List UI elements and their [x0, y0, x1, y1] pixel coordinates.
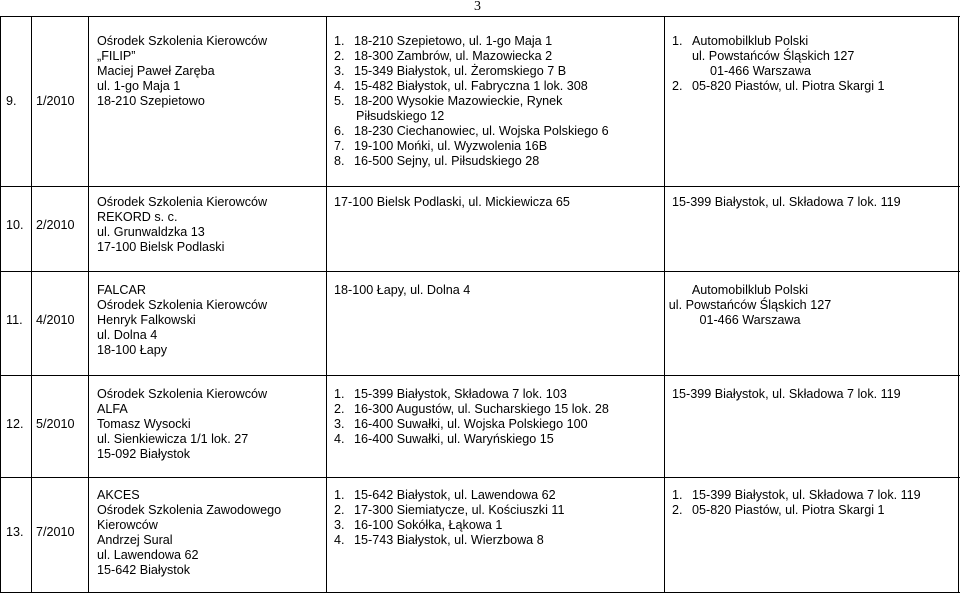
list-item	[334, 49, 654, 64]
organizer-cell	[672, 488, 957, 518]
item-text: 19-100 Mońki, ul. Wyzwolenia 16B	[354, 139, 548, 153]
table-border-top	[0, 16, 960, 17]
item-text: 17-300 Siemiatycze, ul. Kościuszki 11	[354, 503, 565, 517]
name-line: Henryk Falkowski	[97, 313, 196, 327]
item-text: 05-820 Piastów, ul. Piotra Skargi 1	[692, 503, 885, 517]
item-number: 4.	[334, 79, 345, 93]
list-item	[672, 34, 957, 79]
item-number: 1.	[672, 488, 683, 502]
name-line: ALFA	[97, 402, 128, 416]
name-line: ul. Lawendowa 62	[97, 548, 199, 562]
list-item	[672, 503, 957, 518]
row-number: 9.	[6, 94, 17, 108]
item-text: 16-300 Augustów, ul. Sucharskiego 15 lok. 28	[354, 402, 609, 416]
name-line: Ośrodek Szkolenia Kierowców	[97, 195, 268, 209]
registration-number: 2/2010	[36, 218, 75, 232]
item-text: 05-820 Piastów, ul. Piotra Skargi 1	[692, 79, 885, 93]
item-text: 15-399 Białystok, ul. Składowa 7 lok. 119	[692, 488, 921, 502]
item-text-line: 01-466 Warszawa	[710, 64, 812, 78]
row-number: 13.	[6, 525, 24, 539]
item-number: 8.	[334, 154, 345, 168]
name-line: Ośrodek Szkolenia Kierowców	[97, 298, 268, 312]
item-text: 16-500 Sejny, ul. Piłsudskiego 28	[354, 154, 540, 168]
name-line: ul. Dolna 4	[97, 328, 158, 342]
row-divider	[0, 477, 960, 478]
item-number: 2.	[334, 503, 345, 517]
list-item	[334, 64, 654, 79]
column-divider	[958, 16, 959, 593]
row-number: 12.	[6, 417, 24, 431]
list-item	[334, 79, 654, 94]
name-line: 18-100 Łapy	[97, 343, 168, 357]
name-line: 15-092 Białystok	[97, 447, 191, 461]
organizer-cell	[672, 34, 957, 94]
list-item	[334, 94, 654, 124]
name-line: FALCAR	[97, 283, 146, 297]
list-item	[334, 139, 654, 154]
training-places-cell	[334, 195, 654, 210]
item-number: 4.	[334, 533, 345, 547]
list-item	[334, 154, 654, 169]
name-line: AKCES	[97, 488, 140, 502]
name-line: ul. 1-go Maja 1	[97, 79, 181, 93]
item-number: 7.	[334, 139, 345, 153]
school-name-cell	[97, 387, 317, 462]
school-name-cell	[97, 488, 317, 578]
item-number: 3.	[334, 64, 345, 78]
item-number: 1.	[672, 34, 683, 48]
organizer-line: Automobilklub Polski	[691, 283, 809, 297]
place-text: 18-100 Łapy, ul. Dolna 4	[334, 283, 471, 297]
list-item	[334, 533, 654, 548]
list-item	[334, 387, 654, 402]
name-line: 18-210 Szepietowo	[97, 94, 205, 108]
list-item	[334, 417, 654, 432]
registration-number: 1/2010	[36, 94, 75, 108]
school-name-cell	[97, 283, 317, 358]
row-number: 10.	[6, 218, 24, 232]
item-text: 18-210 Szepietowo, ul. 1-go Maja 1	[354, 34, 553, 48]
item-text: 15-642 Białystok, ul. Lawendowa 62	[354, 488, 556, 502]
organizer-text: 15-399 Białystok, ul. Składowa 7 lok. 119	[672, 195, 901, 209]
name-line: Ośrodek Szkolenia Kierowców	[97, 387, 268, 401]
training-places-cell	[334, 488, 654, 548]
item-text: 16-400 Suwałki, ul. Waryńskiego 15	[354, 432, 554, 446]
list-item	[334, 124, 654, 139]
item-text: 15-743 Białystok, ul. Wierzbowa 8	[354, 533, 544, 547]
row-number: 11.	[6, 313, 23, 327]
item-text: 16-100 Sokółka, Łąkowa 1	[354, 518, 503, 532]
list-item	[672, 488, 957, 503]
list-item	[334, 34, 654, 49]
list-item	[334, 432, 654, 447]
name-line: 17-100 Bielsk Podlaski	[97, 240, 225, 254]
item-text: 15-482 Białystok, ul. Fabryczna 1 lok. 308	[354, 79, 588, 93]
name-line: 15-642 Białystok	[97, 563, 191, 577]
item-text: 15-349 Białystok, ul. Żeromskiego 7 B	[354, 64, 567, 78]
page-number: 3	[474, 0, 481, 14]
row-divider	[0, 375, 960, 376]
name-line: Kierowców	[97, 518, 158, 532]
list-item	[334, 488, 654, 503]
organizer-cell	[672, 195, 957, 210]
item-text: 18-230 Ciechanowiec, ul. Wojska Polskiego 6	[354, 124, 609, 138]
row-divider	[0, 271, 960, 272]
item-text: 15-399 Białystok, Składowa 7 lok. 103	[354, 387, 567, 401]
item-number: 1.	[334, 488, 345, 502]
item-text: 18-300 Zambrów, ul. Mazowiecka 2	[354, 49, 553, 63]
name-line: „FILIP”	[97, 49, 136, 63]
registration-number: 5/2010	[36, 417, 75, 431]
school-name-cell	[97, 195, 317, 255]
list-item	[334, 518, 654, 533]
item-number: 3.	[334, 417, 345, 431]
place-text: 17-100 Bielsk Podlaski, ul. Mickiewicza 65	[334, 195, 570, 209]
item-number: 5.	[334, 94, 345, 108]
column-divider	[31, 16, 32, 593]
row-divider	[0, 186, 960, 187]
name-line: Andrzej Sural	[97, 533, 173, 547]
item-text	[692, 34, 854, 79]
item-number: 1.	[334, 34, 345, 48]
registration-number: 7/2010	[36, 525, 75, 539]
item-number: 6.	[334, 124, 345, 138]
item-number: 2.	[334, 49, 345, 63]
name-line: ul. Grunwaldzka 13	[97, 225, 205, 239]
item-text: 16-400 Suwałki, ul. Wojska Polskiego 100	[354, 417, 588, 431]
item-number: 1.	[334, 387, 345, 401]
item-number: 4.	[334, 432, 345, 446]
organizer-line: 01-466 Warszawa	[699, 313, 801, 327]
registration-number: 4/2010	[36, 313, 75, 327]
item-number: 2.	[672, 79, 683, 93]
column-divider	[0, 16, 1, 593]
name-line: Ośrodek Szkolenia Zawodowego	[97, 503, 282, 517]
name-line: Maciej Paweł Zaręba	[97, 64, 215, 78]
name-line: Tomasz Wysocki	[97, 417, 191, 431]
name-line: ul. Sienkiewicza 1/1 lok. 27	[97, 432, 249, 446]
column-divider	[326, 16, 327, 593]
item-text	[354, 94, 562, 124]
item-number: 2.	[672, 503, 683, 517]
name-line: Ośrodek Szkolenia Kierowców	[97, 34, 268, 48]
list-item	[334, 503, 654, 518]
item-number: 3.	[334, 518, 345, 532]
training-places-cell	[334, 387, 654, 447]
item-text-line: Automobilklub Polski	[692, 34, 809, 48]
item-text-line: 18-200 Wysokie Mazowieckie, Rynek	[354, 94, 563, 108]
training-places-cell	[334, 283, 654, 298]
school-name-cell	[97, 34, 317, 109]
item-text-line: ul. Powstańców Śląskich 127	[692, 49, 855, 63]
organizer-cell	[672, 387, 957, 402]
item-number: 2.	[334, 402, 345, 416]
name-line: REKORD s. c.	[97, 210, 178, 224]
organizer-line: ul. Powstańców Śląskich 127	[668, 298, 832, 312]
organizer-text: 15-399 Białystok, ul. Składowa 7 lok. 119	[672, 387, 901, 401]
list-item	[334, 402, 654, 417]
item-text-line: Piłsudskiego 12	[356, 109, 445, 123]
training-places-cell	[334, 34, 654, 169]
list-item	[672, 79, 957, 94]
organizer-cell	[660, 283, 840, 328]
